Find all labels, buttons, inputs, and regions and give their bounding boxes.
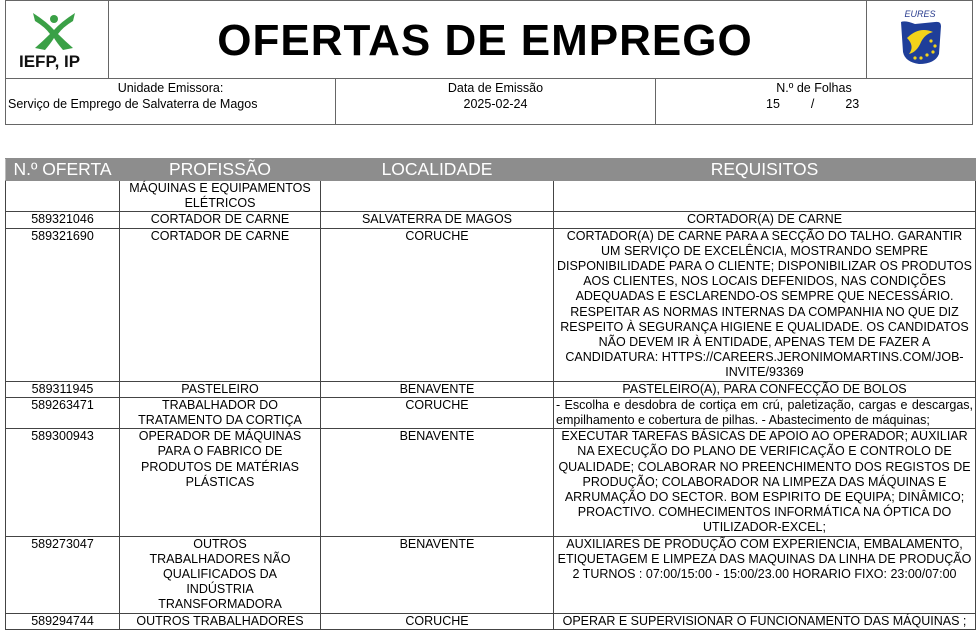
requirements	[554, 181, 976, 212]
requirements: EXECUTAR TAREFAS BÁSICAS DE APOIO AO OPERADOR; AUXILIAR NA EXECUÇÃO DO PLANO DE VERIFICAÇÃO E CONTROLO DE QUALIDADE; COLABORAR NO PREENCHIMENTO DOS REGISTOS DE PRODUÇÃO; COLABORADOR NA LIMPEZA DAS MÁQUINAS E ARRUMAÇÃO DO SECTOR. BOM ESPIRITO DE EQUIPA; DINÂMICO; PROACTIVO. COMHECIMENTOS INFORMÁTICA NA ÓPTICA DO UTILIZADOR-EXCEL;	[554, 429, 976, 536]
profession: CORTADOR DE CARNE	[120, 212, 321, 228]
sheet-current: 15	[766, 97, 780, 111]
sheet-separator: /	[810, 97, 815, 111]
location: CORUCHE	[321, 228, 554, 381]
offer-number: 589273047	[6, 536, 120, 613]
profession: PASTELEIRO	[120, 381, 321, 397]
date-cell	[336, 79, 656, 124]
table-row	[6, 228, 976, 381]
issuer-label: Unidade Emissora:	[117, 81, 224, 95]
eures-logo-icon	[895, 8, 945, 66]
sheets-cell	[656, 79, 972, 124]
requirements: AUXILIARES DE PRODUÇÃO COM EXPERIENCIA, EMBALAMENTO, ETIQUETAGEM E LIMPEZA DAS MAQUINAS DA LINHA DE PRODUÇÃO 2 TURNOS : 07:00/15:00 - 15:00/23.00 HORARIO FIXO: 23:00/07:00	[554, 536, 976, 613]
col-header-offer: N.º OFERTA	[6, 159, 120, 181]
requirements: OPERAR E SUPERVISIONAR O FUNCIONAMENTO DAS MÁQUINAS ;	[554, 613, 976, 629]
table-row	[6, 381, 976, 397]
offer-number	[6, 181, 120, 212]
offers-table	[5, 158, 976, 630]
col-header-location: LOCALIDADE	[321, 159, 554, 181]
location: CORUCHE	[321, 397, 554, 428]
location: BENAVENTE	[321, 536, 554, 613]
requirements: CORTADOR(A) DE CARNE	[554, 212, 976, 228]
location: BENAVENTE	[321, 429, 554, 536]
table-row	[6, 397, 976, 428]
table-row	[6, 613, 976, 629]
location	[321, 181, 554, 212]
col-header-profession: PROFISSÃO	[120, 159, 321, 181]
profession: OUTROS TRABALHADORES NÃO QUALIFICADOS DA INDÚSTRIA TRANSFORMADORA	[120, 536, 321, 613]
iefp-logo-icon	[29, 10, 79, 52]
table-row	[6, 212, 976, 228]
location: BENAVENTE	[321, 381, 554, 397]
sheet-total: 23	[845, 97, 860, 111]
profession: OUTROS TRABALHADORES	[120, 613, 321, 629]
page-title: OFERTAS DE EMPREGO	[217, 16, 753, 65]
table-row	[6, 536, 976, 613]
requirements: CORTADOR(A) DE CARNE PARA A SECÇÃO DO TALHO. GARANTIR UM SERVIÇO DE EXCELÊNCIA, MOSTRANDO SEMPRE DISPONIBILIDADE PARA O CLIENTE; DISPONIBILIZAR OS PRODUTOS AOS CLIENTES, NOS LOCAIS DEFENIDOS, NAS CONDIÇÕES ADEQUADAS E ESCLARENDO-OS SEMPRE QUE NECESSÁRIO. RESPEITAR AS NORMAS INTERNAS DA COMPANHIA NO QUE DIZ RESPEITO À SEGURANÇA HIGIENE E QUALIDADE. OS CANDIDATOS NÃO DEVEM IR À ENTIDADE, APENAS TEM DE FAZER A CANDIDATURA: HTTPS://CAREERS.JERONIMOMARTINS.COM/JOB-INVITE/93369	[554, 228, 976, 381]
issuer-value: Serviço de Emprego de Salvaterra de Magos	[8, 97, 258, 111]
sheets-value	[766, 97, 859, 111]
requirements: - Escolha e desdobra de cortiça em crú, paletização, cargas e descargas, empilhamento e cobertura de pilhas. - Abastecimento de máquinas;	[554, 397, 976, 428]
offer-number: 589294744	[6, 613, 120, 629]
location: SALVATERRA DE MAGOS	[321, 212, 554, 228]
col-header-requirements: REQUISITOS	[554, 159, 976, 181]
offer-number: 589321046	[6, 212, 120, 228]
eures-text: EURES	[904, 9, 936, 19]
table-row	[6, 429, 976, 536]
date-label: Data de Emissão	[447, 81, 544, 95]
location: CORUCHE	[321, 613, 554, 629]
logo-text: IEFP, IP	[19, 52, 81, 71]
profession: MÁQUINAS E EQUIPAMENTOS ELÉTRICOS	[120, 181, 321, 212]
table-row	[6, 181, 976, 212]
iefp-logo	[5, 0, 109, 79]
profession: CORTADOR DE CARNE	[120, 228, 321, 381]
meta-row	[5, 78, 973, 125]
profession: TRABALHADOR DO TRATAMENTO DA CORTIÇA	[120, 397, 321, 428]
requirements: PASTELEIRO(A), PARA CONFECÇÃO DE BOLOS	[554, 381, 976, 397]
sheets-label: N.º de Folhas	[776, 81, 852, 95]
table-header-row	[6, 159, 976, 181]
profession: OPERADOR DE MÁQUINAS PARA O FABRICO DE PRODUTOS DE MATÉRIAS PLÁSTICAS	[120, 429, 321, 536]
issuer-cell	[6, 79, 336, 124]
date-value: 2025-02-24	[463, 97, 528, 111]
offer-number: 589311945	[6, 381, 120, 397]
offer-number: 589300943	[6, 429, 120, 536]
offer-number: 589263471	[6, 397, 120, 428]
offer-number: 589321690	[6, 228, 120, 381]
